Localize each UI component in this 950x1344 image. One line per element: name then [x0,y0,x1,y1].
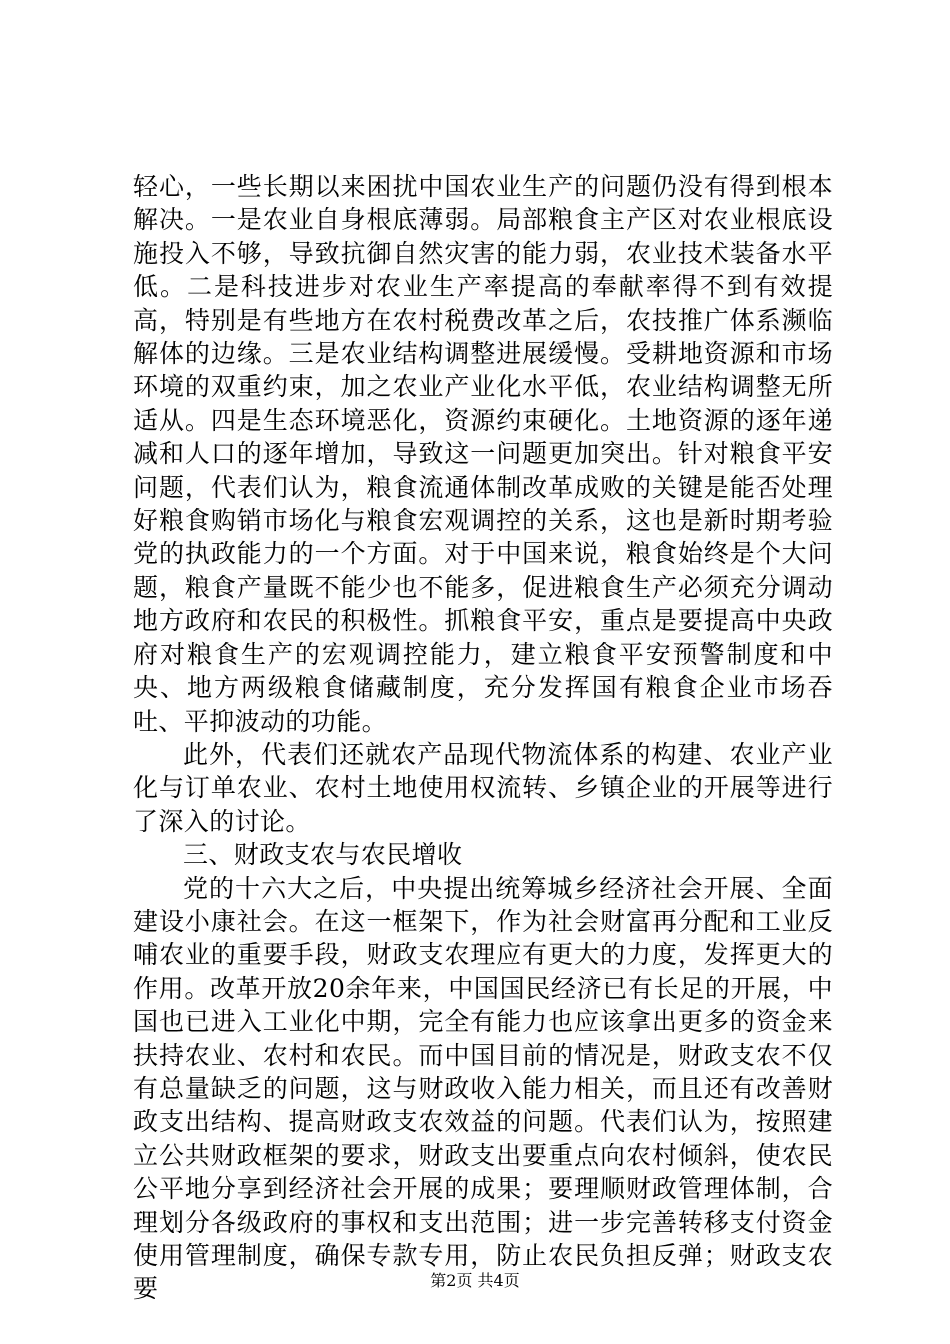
section-heading: 三、财政支农与农民增收 [183,840,463,870]
paragraph-other-discussions: 此外，代表们还就农产品现代物流体系的构建、农业产业化与订单农业、农村土地使用权流转、乡镇企业的开展等进行了深入的讨论。 [133,739,833,836]
paragraph-grain-security: 轻心，一些长期以来困扰中国农业生产的问题仍没有得到根本解决。一是农业自身根底薄弱。局部粮食主产区对农业根底设施投入不够，导致抗御自然灾害的能力弱，农业技术装备水平低。二是科技进步对农业生产率提高的奉献率得不到有效提高，特别是有些地方在农村税费改革之后，农技推广体系濒临解体的边缘。三是农业结构调整进展缓慢。受耕地资源和市场环境的双重约束，加之农业产业化水平低，农业结构调整无所适从。四是生态环境恶化，资源约束硬化。土地资源的逐年递减和人口的逐年增加，导致这一问题更加突出。针对粮食平安问题，代表们认为，粮食流通体制改革成败的关键是能否处理好粮食购销市场化与粮食宏观调控的关系，这也是新时期考验党的执政能力的一个方面。对于中国来说，粮食始终是个大问题，粮食产量既不能少也不能多，促进粮食生产必须充分调动地方政府和农民的积极性。抓粮食平安，重点是要提高中央政府对粮食生产的宏观调控能力，建立粮食平安预警制度和中央、地方两级粮食储藏制度，充分发挥国有粮食企业市场吞吐、平抑波动的功能。 [133,172,833,736]
page-footer: 第2页 共4页 [430,1271,520,1290]
body-text [133,170,833,1306]
paragraph-fiscal-support: 党的十六大之后，中央提出统筹城乡经济社会开展、全面建设小康社会。在这一框架下，作为社会财富再分配和工业反哺农业的重要手段，财政支农理应有更大的力度，发挥更大的作用。改革开放20余年来，中国国民经济已有长足的开展，中国也已进入工业化中期，完全有能力也应该拿出更多的资金来扶持农业、农村和农民。而中国目前的情况是，财政支农不仅有总量缺乏的问题，这与财政收入能力相关，而且还有改善财政支出结构、提高财政支农效益的问题。代表们认为，按照建立公共财政框架的要求，财政支出要重点向农村倾斜，使农民公平地分享到经济社会开展的成果；要理顺财政管理体制，合理划分各级政府的事权和支出范围；进一步完善转移支付资金使用管理制度，确保专款专用，防止农民负担反弹；财政支农要 [133,873,833,1304]
